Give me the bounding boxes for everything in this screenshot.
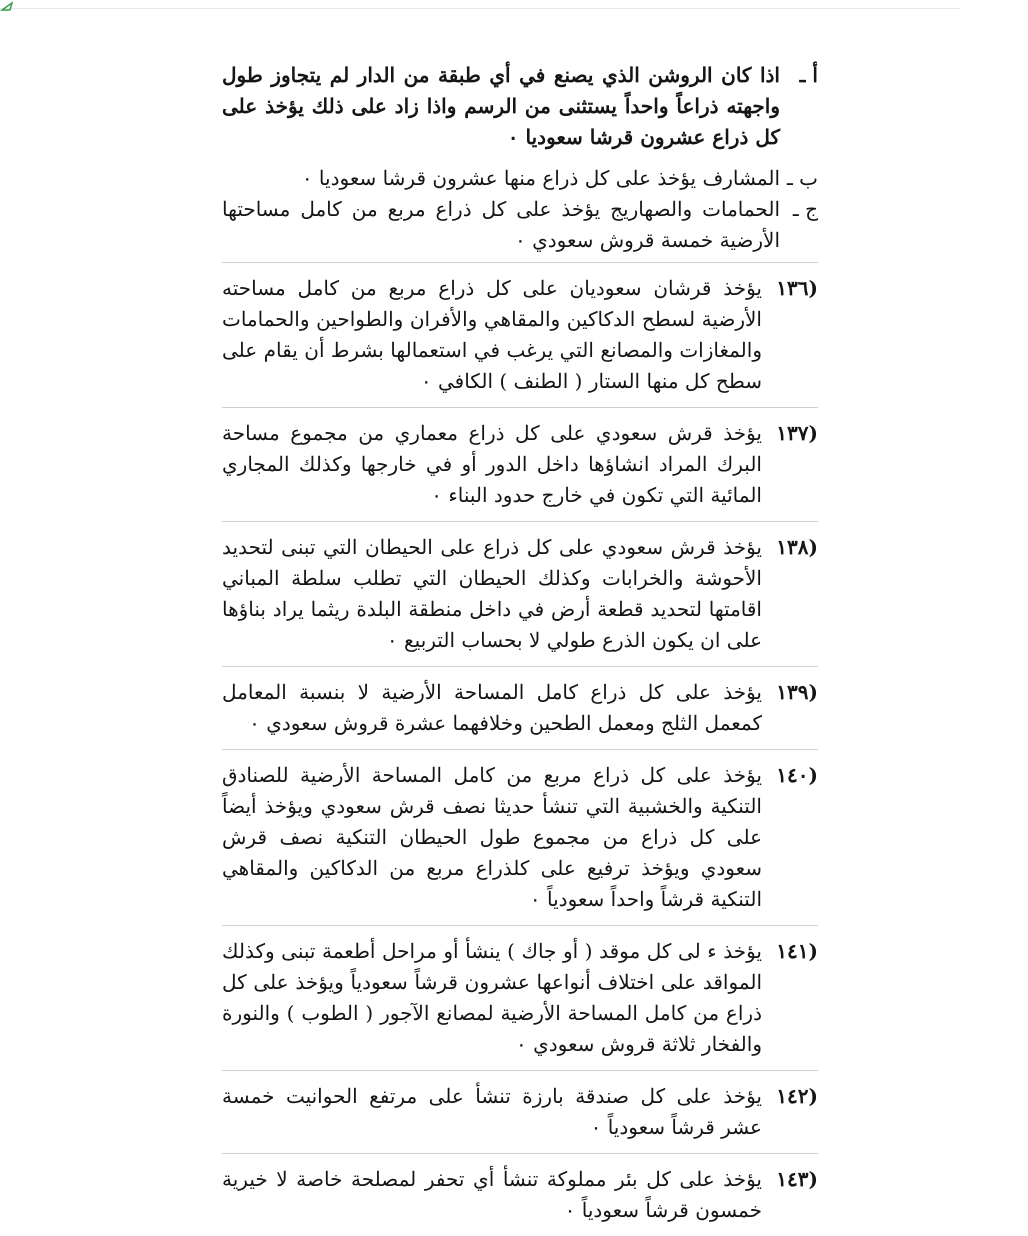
article-text: يؤخذ قرش سعودي على كل ذراع معماري من مجموع مساحة البرك المراد انشاؤها داخل الدور أو في خارجها وكذلك المجاري المائية التي تكون في خارج حدود البناء ٠: [222, 421, 762, 507]
article-number: (١٣٧: [776, 421, 818, 445]
article-text: يؤخذ على كل ذراع مربع من كامل المساحة الأرضية للصنادق التنكية والخشبية التي تنشأ حديثا نصف قرش سعودي ويؤخذ أيضاً على كل ذراع من مجموع طول الحيطان التنكية نصف قرش سعودي ويؤخذ ترفيع على كلذراع مربع من الدكاكين والمقاهي التنكية قرشاً واحداً سعودياً ٠: [222, 763, 762, 911]
top-edge-line: [0, 0, 960, 9]
sub-item-marker: ب ـ: [786, 166, 818, 190]
sub-item-b: [222, 163, 818, 194]
section-divider: [222, 521, 818, 522]
article-text: يؤخذ على كل ذراع كامل المساحة الأرضية لا بنسبة المعامل كمعمل الثلج ومعمل الطحين وخلافهما عشرة قروش سعودي ٠: [222, 680, 762, 735]
section-divider: [222, 925, 818, 926]
article-number: (١٤٢: [776, 1084, 818, 1108]
article-136: [222, 273, 818, 397]
sub-item-text: الحمامات والصهاريج يؤخذ على كل ذراع مربع من كامل مساحتها الأرضية خمسة قروش سعودي ٠: [222, 197, 780, 252]
article-text: يؤخذ قرشان سعوديان على كل ذراع مربع من كامل مساحته الأرضية لسطح الدكاكين والمقاهي والأفران والطواحين والحمامات والمغازات والمصانع التي يرغب في استعمالها بشرط أن يقام على سطح كل منها الستار ( الطنف ) الكافي ٠: [222, 276, 762, 393]
article-139: [222, 677, 818, 739]
section-divider: [222, 1153, 818, 1154]
article-number: (١٤٠: [776, 763, 818, 787]
article-number: (١٣٦: [776, 276, 818, 300]
sub-item-a: [222, 60, 818, 153]
article-text: يؤخذ قرش سعودي على كل ذراع على الحيطان التي تبنى لتحديد الأحوشة والخرابات وكذلك الحيطان التي تطلب سلطة المباني اقامتها لتحديد قطعة أرض في داخل منطقة البلدة ريثما يراد بناؤها على ان يكون الذرع طولي لا بحساب التربيع ٠: [222, 535, 762, 652]
article-number: (١٤٣: [776, 1167, 818, 1191]
corner-mark-icon: [0, 0, 26, 14]
article-text: يؤخذ ء لى كل موقد ( أو جاك ) ينشأ أو مراحل أطعمة تبنى وكذلك المواقد على اختلاف أنواعها عشرون قرشاً سعودياً ويؤخذ على كل ذراع من كامل المساحة الأرضية لمصانع الآجور ( الطوب ) والنورة والفخار ثلاثة قروش سعودي ٠: [222, 939, 762, 1056]
section-divider: [222, 749, 818, 750]
article-142: [222, 1081, 818, 1143]
sub-item-text: اذا كان الروشن الذي يصنع في أي طبقة من الدار لم يتجاوز طول واجهته ذراعاً واحداً يستثنى من الرسم واذا زاد على ذلك يؤخذ على كل ذراع عشرون قرشا سعوديا ٠: [222, 63, 780, 149]
article-143: [222, 1164, 818, 1226]
article-137: [222, 418, 818, 511]
article-141: [222, 936, 818, 1060]
article-140: [222, 760, 818, 915]
section-divider: [222, 262, 818, 263]
section-divider: [222, 666, 818, 667]
sub-item-c: [222, 194, 818, 256]
article-number: (١٣٩: [776, 680, 818, 704]
article-text: يؤخذ على كل بئر مملوكة تنشأ أي تحفر لمصلحة خاصة لا خيرية خمسون قرشاً سعودياً ٠: [222, 1167, 762, 1222]
article-138: [222, 532, 818, 656]
sub-item-marker: ج ـ: [792, 197, 818, 221]
article-number: (١٣٨: [776, 535, 818, 559]
document-page: [222, 60, 818, 1236]
section-divider: [222, 1070, 818, 1071]
sub-item-marker: أ ـ: [799, 63, 818, 87]
article-number: (١٤١: [776, 939, 818, 963]
sub-item-text: المشارف يؤخذ على كل ذراع منها عشرون قرشا سعوديا ٠: [301, 166, 780, 190]
section-divider: [222, 407, 818, 408]
article-text: يؤخذ على كل صندقة بارزة تنشأ على مرتفع الحوانيت خمسة عشر قرشاً سعودياً ٠: [222, 1084, 762, 1139]
